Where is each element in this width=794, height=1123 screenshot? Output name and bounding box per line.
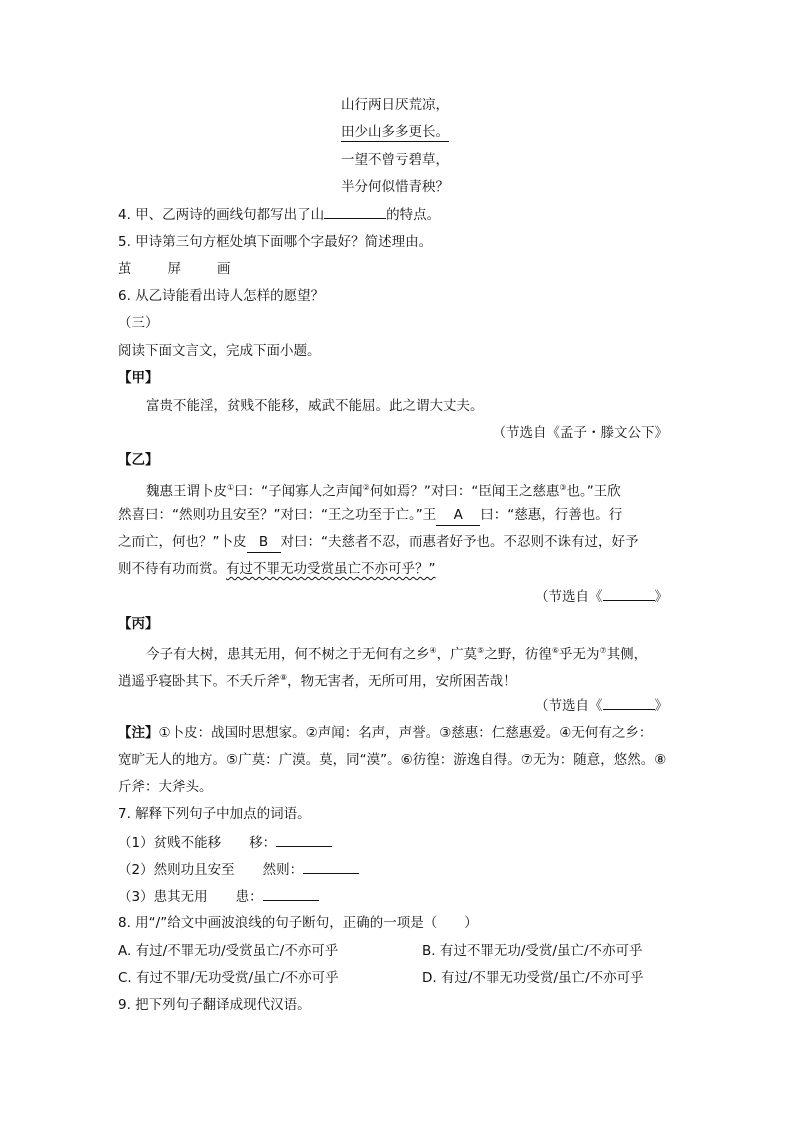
poem-underlined-text: 田少山多多更长。: [341, 124, 449, 140]
text-run: 对曰：“夫慈者不忍，而惠者好予也。不忍则不诛有过，好予: [280, 534, 639, 550]
item-sentence: 贫贱不能移: [153, 835, 222, 851]
text-run: （节选自《: [535, 589, 603, 605]
passage-bing-label: 【丙】: [118, 616, 159, 632]
notes-line-3: 斤斧：大斧头。: [118, 779, 213, 795]
passage-jia-label: 【甲】: [118, 370, 159, 386]
passage-yi-line-4: [118, 559, 436, 579]
option-d[interactable]: D. 有过/不罪无功受赏/虽亡/不亦可乎: [422, 970, 644, 986]
item-number: （1）: [118, 835, 154, 851]
text-run: （节选自《: [535, 698, 603, 714]
item-sentence: 然则功且安至: [153, 862, 235, 878]
option-character: 茧: [118, 261, 132, 277]
answer-blank[interactable]: [276, 832, 332, 847]
question-5-options: [118, 259, 231, 279]
text-run: 曰：“慈惠，行善也。行: [480, 507, 623, 523]
option-a[interactable]: A. 有过/不罪无功/受赏虽亡/不亦可乎: [118, 943, 339, 959]
passage-yi-line-2: [118, 505, 622, 526]
text-run: 也。”王欣: [566, 483, 621, 500]
passage-bing-line-1: [146, 641, 647, 665]
text-run: 则不待有功而赏。: [118, 561, 226, 577]
text-run: 今子有大树，患其无用，何不树之于无何有之乡: [146, 646, 430, 663]
text-run: 何如焉？”对曰：“臣闻王之慈惠: [369, 483, 560, 500]
question-4-text-b: 的特点。: [386, 207, 441, 223]
question-5: 5. 甲诗第三句方框处填下面哪个字最好？简述理由。: [118, 234, 433, 250]
question-9: 9. 把下列句子翻译成现代汉语。: [118, 997, 311, 1013]
item-word: 移：: [249, 835, 277, 851]
answer-blank[interactable]: [324, 204, 386, 219]
source-blank[interactable]: [603, 695, 655, 710]
text-run: 》: [654, 698, 668, 714]
item-sentence: 患其无用: [153, 889, 208, 905]
poem-line-4: 半分何似惜青秧？: [341, 179, 449, 195]
passage-bing-source: [535, 695, 668, 716]
passage-yi-source: [535, 586, 668, 607]
poem-line-3: 一望不曾亏碧草，: [341, 152, 449, 168]
source-blank[interactable]: [603, 586, 655, 601]
text-run: ①卜皮：战国时思想家。②声闻：名声，声誉。③慈惠：仁慈惠爱。④无何有之乡：: [158, 725, 653, 741]
text-run: 然喜曰：“然则功且安至？”对曰：“王之功至于亡。”王: [118, 507, 437, 523]
footnote-mark: ⑥: [551, 646, 560, 655]
poem-line-1: 山行两日厌荒凉，: [341, 97, 449, 113]
passage-yi-line-1: [146, 478, 621, 502]
item-number: （2）: [118, 862, 154, 878]
question-7-item: [118, 886, 319, 907]
notes-line-1: [118, 723, 652, 743]
text-run: 之野，彷徨: [484, 646, 552, 663]
option-character: 画: [217, 261, 231, 277]
section-heading: （三）: [118, 315, 159, 331]
poem-line-2: [341, 122, 449, 142]
text-run: 》: [654, 589, 668, 605]
footnote-mark: ④: [429, 646, 437, 655]
question-7: 7. 解释下列句子中加点的词语。: [118, 806, 311, 822]
question-7-item: [118, 832, 332, 853]
blank-b[interactable]: B: [247, 532, 281, 553]
answer-blank[interactable]: [263, 886, 319, 901]
text-run: ，广莫: [436, 646, 478, 663]
option-c[interactable]: C. 有过不罪/无功受赏/虽亡/不亦可乎: [118, 970, 339, 986]
passage-yi-label: 【乙】: [118, 452, 159, 468]
item-number: （3）: [118, 889, 154, 905]
question-4-text-a: 4. 甲、乙两诗的画线句都写出了山: [118, 207, 325, 223]
footnote-mark: ⑤: [477, 646, 485, 655]
question-6: 6. 从乙诗能看出诗人怎样的愿望？: [118, 288, 325, 304]
answer-blank[interactable]: [303, 859, 359, 874]
text-run: 逍遥乎寝卧其下。不夭斤斧: [118, 673, 280, 690]
footnote-mark: ②: [362, 483, 370, 492]
text-run: 曰：“子闻寡人之声闻: [234, 483, 363, 500]
item-word: 然则：: [262, 862, 304, 878]
text-run: 其侧，: [606, 646, 648, 663]
footnote-mark: ⑦: [599, 646, 607, 655]
wavy-underlined-sentence: 有过不罪无功受赏虽亡不亦可乎？”: [226, 561, 436, 577]
question-8: 8. 用“/”给文中画波浪线的句子断句，正确的一项是（ ）: [118, 915, 478, 931]
option-character: 屏: [167, 261, 181, 277]
text-run: ，物无害者，无所可用，安所困苦哉！: [287, 673, 517, 690]
footnote-mark: ③: [559, 483, 567, 492]
passage-yi-line-3: [118, 532, 639, 553]
passage-jia-text: 富贵不能淫，贫贱不能移，威武不能屈。此之谓大丈夫。: [146, 398, 484, 414]
text-run: 之而亡，何也？”卜皮: [118, 534, 247, 550]
text-run: 魏惠王谓卜皮: [146, 483, 227, 500]
item-word: 患：: [235, 889, 263, 905]
text-run: 乎无为: [559, 646, 600, 663]
question-7-item: [118, 859, 359, 880]
footnote-mark: ⑧: [280, 673, 288, 682]
passage-jia-source: （节选自《孟子・滕文公下》: [492, 425, 668, 441]
notes-line-2: 宽旷无人的地方。⑤广莫：广漠。莫，同“漠”。⑥彷徨：游逸自得。⑦无为：随意，悠然。⑧: [118, 752, 667, 768]
reading-instruction: 阅读下面文言文，完成下面小题。: [118, 343, 321, 359]
notes-label: 【注】: [118, 725, 159, 741]
blank-a[interactable]: A: [436, 505, 480, 526]
passage-bing-line-2: [118, 668, 517, 692]
question-4: [118, 204, 440, 225]
option-b[interactable]: B. 有过不罪无功/受赏/虽亡/不亦可乎: [422, 943, 643, 959]
footnote-mark: ①: [227, 483, 235, 492]
